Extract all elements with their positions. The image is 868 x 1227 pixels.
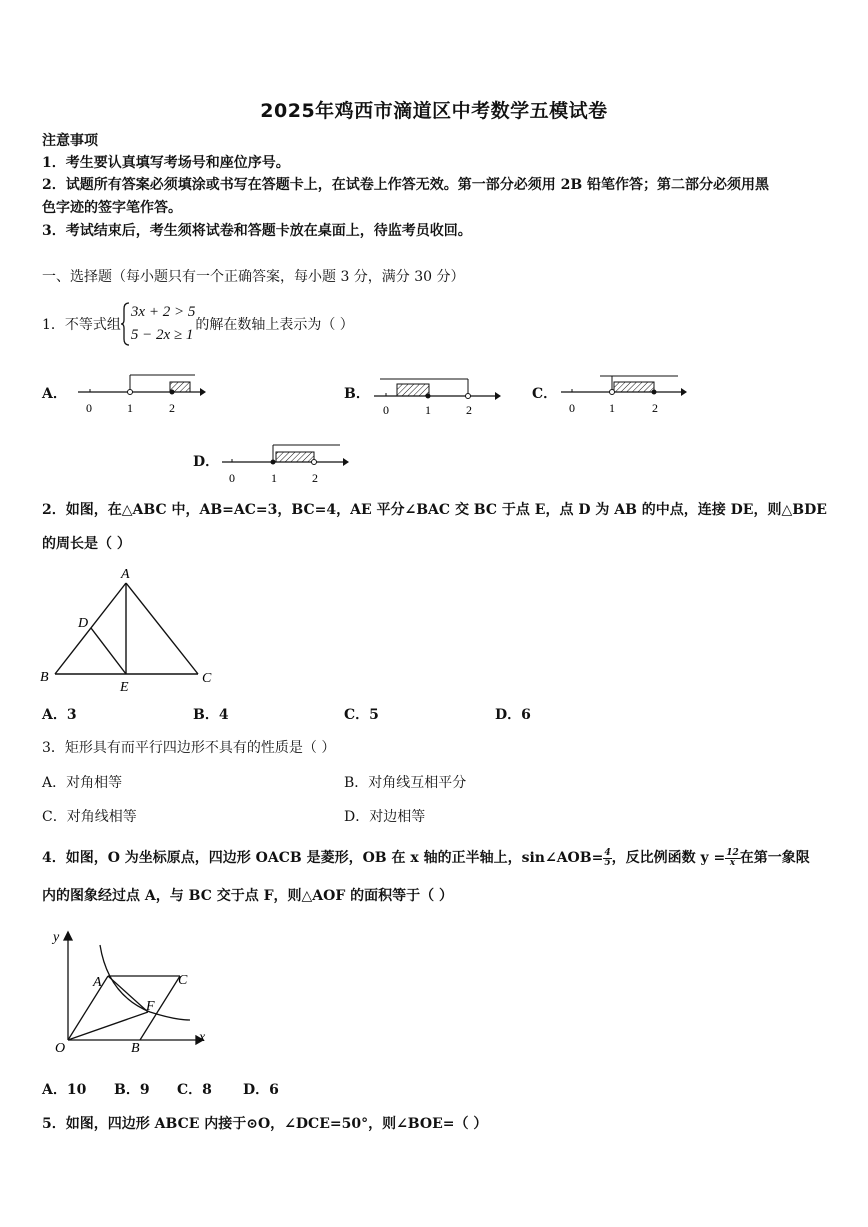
q1-option-d-label: D． [193, 454, 220, 470]
inequality-1: 3x + 2 > 5 [130, 304, 196, 320]
q1-option-a-label: A． [42, 386, 67, 402]
label-f: F [146, 999, 155, 1014]
d-tick-2: 2 [312, 471, 318, 485]
label-c-2: C [178, 973, 188, 988]
q1-option-b-label: B． [344, 386, 370, 402]
q1-suffix: 的解在数轴上表示为（ ） [195, 317, 354, 333]
q3-option-b: B．对角线互相平分 [344, 775, 467, 791]
q4-text-3: 在第一象限 [739, 850, 810, 866]
function-numerator: 12 [726, 847, 739, 858]
q4-stem-line-2: 内的图象经过点 A，与 BC 交于点 F，则△AOF 的面积等于（ ） [42, 888, 454, 904]
q4-option-d: D．6 [243, 1082, 279, 1098]
label-d: D [78, 616, 89, 631]
axis-label-x: x [199, 1030, 206, 1045]
sin-fraction [603, 849, 611, 868]
c-tick-0: 0 [569, 401, 575, 415]
q4-option-b: B．9 [114, 1082, 150, 1098]
q4-text-2: ，反比例函数 y = [611, 850, 726, 866]
a-tick-1: 1 [127, 401, 133, 415]
notice-item-2-cont: 色字迹的签字笔作答。 [42, 200, 182, 216]
function-fraction [725, 849, 740, 868]
axis-label-y: y [53, 930, 60, 945]
b-tick-2: 2 [466, 403, 472, 417]
q3-option-c: C．对角线相等 [42, 809, 137, 825]
d-tick-1: 1 [271, 471, 277, 485]
d-tick-0: 0 [229, 471, 235, 485]
q1-option-c-label: C． [532, 386, 558, 402]
label-b-2: B [131, 1041, 140, 1056]
c-tick-2: 2 [652, 401, 658, 415]
label-e: E [120, 680, 129, 695]
q4-option-a: A．10 [42, 1082, 87, 1098]
sin-denominator: 5 [604, 857, 611, 868]
b-tick-1: 1 [425, 403, 431, 417]
notice-item-1: 1．考生要认真填写考场号和座位序号。 [42, 155, 290, 171]
number-line-c [561, 376, 687, 396]
sin-numerator: 4 [604, 847, 611, 858]
q4-option-c: C．8 [177, 1082, 212, 1098]
q4-stem-line-1 [42, 847, 810, 869]
q2-option-b: B．4 [193, 707, 229, 723]
q3-option-d: D．对边相等 [344, 809, 426, 825]
label-o: O [55, 1041, 66, 1056]
q4-text-1: 4．如图，O 为坐标原点，四边形 OACB 是菱形，OB 在 x 轴的正半轴上，sin∠AOB= [42, 850, 604, 866]
section-heading: 一、选择题（每小题只有一个正确答案，每小题 3 分，满分 30 分） [42, 269, 465, 285]
b-tick-0: 0 [383, 403, 389, 417]
page-title: 2025年鸡西市滴道区中考数学五模试卷 [260, 100, 608, 122]
a-tick-2: 2 [169, 401, 175, 415]
q2-stem-line-1: 2．如图，在△ABC 中，AB=AC=3，BC=4，AE 平分∠BAC 交 BC 于点 E，点 D 为 AB 的中点，连接 DE，则△BDE [42, 502, 827, 518]
label-a-2: A [93, 975, 102, 990]
inequality-2: 5 − 2x ≥ 1 [130, 327, 194, 343]
function-denominator: x [729, 857, 736, 868]
q3-option-a: A．对角相等 [42, 775, 123, 791]
notice-item-2: 2．试题所有答案必须填涂或书写在答题卡上，在试卷上作答无效。第一部分必须用 2B 铅笔作答；第二部分必须用黑 [42, 177, 770, 193]
notice-heading: 注意事项 [42, 133, 98, 149]
rhombus-hyperbola-figure [64, 932, 203, 1044]
c-tick-1: 1 [609, 401, 615, 415]
notice-item-3: 3．考试结束后，考生须将试卷和答题卡放在桌面上，待监考员收回。 [42, 223, 472, 239]
q2-option-a: A．3 [42, 707, 77, 723]
label-a: A [121, 567, 130, 582]
q2-stem-line-2: 的周长是（ ） [42, 536, 131, 552]
label-b: B [40, 670, 49, 685]
number-line-b [374, 379, 501, 400]
q3-stem: 3．矩形具有而平行四边形不具有的性质是（ ） [42, 740, 336, 756]
q2-option-c: C．5 [344, 707, 379, 723]
number-line-d [222, 445, 349, 466]
a-tick-0: 0 [86, 401, 92, 415]
number-line-a [78, 375, 206, 396]
q2-option-d: D．6 [495, 707, 531, 723]
q1-prefix: 1．不等式组 [42, 317, 121, 333]
q5-stem: 5．如图，四边形 ABCE 内接于⊙O，∠DCE=50°，则∠BOE=（ ） [42, 1116, 488, 1132]
label-c: C [202, 671, 212, 686]
triangle-abc-figure [55, 583, 198, 674]
